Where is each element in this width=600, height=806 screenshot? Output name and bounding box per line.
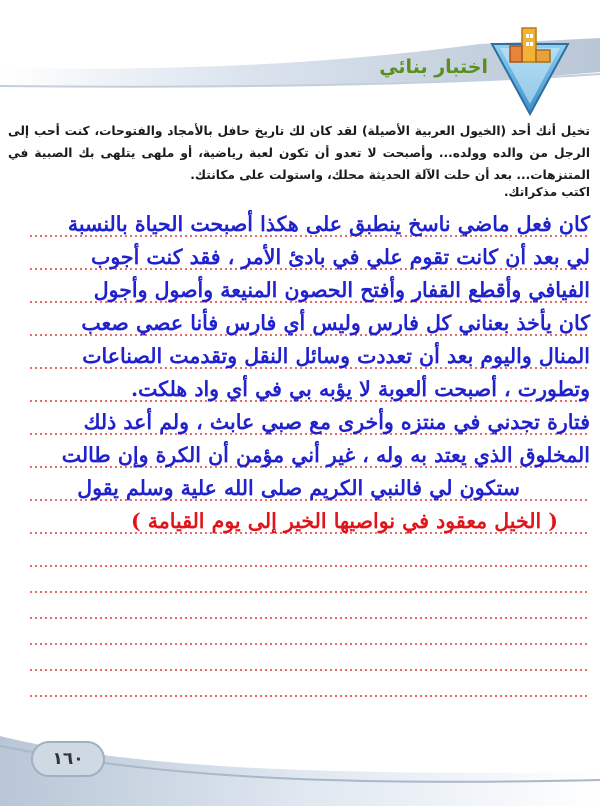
handwriting-line: ستكون لي فالنبي الكريم صلى الله علية وسلم يقول	[77, 476, 520, 500]
handwriting-line: المخلوق الذي يعتد به وله ، غير أني مؤمن أن الكرة وإن طالت	[61, 443, 590, 467]
page-number: ١٦٠	[52, 749, 84, 769]
handwriting-line: كان يأخذ بعناني كل فارس وليس أي فارس فأنا عصي صعب	[81, 311, 590, 335]
writing-prompt: اكتب مذكراتك.	[503, 185, 590, 199]
handwriting-line: لي بعد أن كانت تقوم علي في بادئ الأمر ، فقد كنت أجوب	[91, 245, 590, 269]
hadith-quote: ( الخيل معقود في نواصيها الخير إلى يوم القيامة )	[130, 509, 558, 533]
instructions-text: تخيل أنك أحد (الخيول العربية الأصيلة) لقد كان لك تاريخ حافل بالأمجاد والفتوحات، كنت أحب إلى الرجل من والده وولده... وأصبحت لا تعدو أن تكون لعبة رياضية، أو ملهى يتلهى بك الصبية في المتنزهات... بعد أن حلت الآلة الحديثة محلك، واستولت على مكانتك.	[8, 124, 590, 182]
building-blocks-icon	[486, 22, 574, 118]
section-title: اختبار بنائي	[379, 56, 488, 78]
handwriting-line: كان فعل ماضي ناسخ ينطبق على هكذا أصبحت الحياة بالنسبة	[67, 212, 590, 236]
handwriting-line: وتطورت ، أصبحت ألعوبة لا يؤبه بي في أي واد هلكت.	[131, 377, 590, 401]
handwriting-line: المنال واليوم بعد أن تعددت وسائل النقل وتقدمت الصناعات	[82, 344, 590, 368]
handwriting-line: فتارة تجدني في منتزه وأخرى مع صبي عابث ، ولم أعد ذلك	[83, 410, 590, 434]
handwriting-line: الفيافي وأقطع القفار وأفتح الحصون المنيعة وأصول وأجول	[93, 278, 590, 302]
